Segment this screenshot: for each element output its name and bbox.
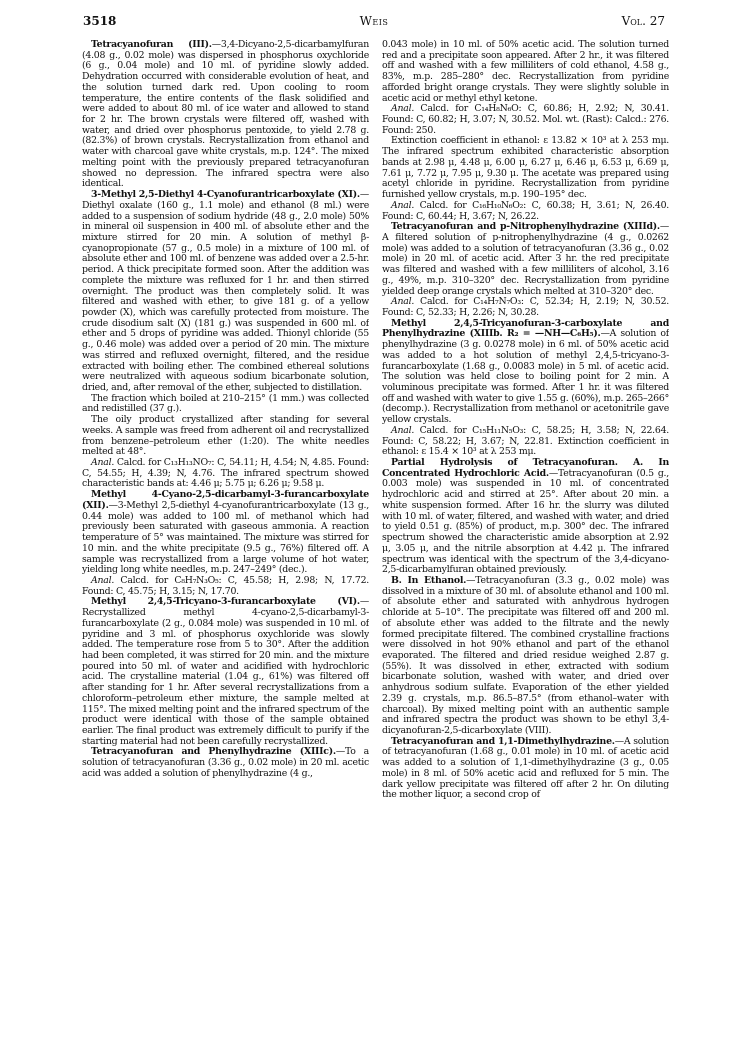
paragraph-heading: Partial Hydrolysis of Tetracyanofuran. A. In Concentrated Hydrochloric Acid. xyxy=(382,457,669,479)
paragraph xyxy=(82,747,369,779)
paragraph-heading: Anal. xyxy=(391,199,415,211)
page-header xyxy=(83,14,665,32)
paragraph-text: The fraction which boiled at 210–215° (1 mm.) was collected and redistilled (37 g.). xyxy=(82,392,369,415)
paragraph xyxy=(382,576,669,737)
paragraph-heading: Anal. xyxy=(391,103,415,115)
paragraph-text: —To a solution of tetracyanofuran (3.36 g., 0.02 mole) in 20 ml. acetic acid was added a solution of phenylhydrazine (4 g., xyxy=(82,746,369,779)
paragraph-heading: Tetracyanofuran (III). xyxy=(91,40,212,50)
left-column xyxy=(82,40,369,1045)
paragraph-text: Calcd. for C₁₃H₁₃NO₇: C, 54.11; H, 4.54; N, 4.85. Found: C, 54.55; H, 4.39; N, 4.76. The infrared spectrum showed characteristic bands at: 4.46 μ; 5.75 μ; 6.26 μ; 9.58 μ. xyxy=(82,457,369,490)
right-column xyxy=(382,40,669,1045)
paragraph xyxy=(82,394,369,415)
paragraph xyxy=(382,201,669,222)
paragraph-heading: Anal. xyxy=(91,574,115,586)
paragraph-text: —3-Methyl 2,5-diethyl 4-cyanofurantricarboxylate (13 g., 0.44 mole) was added to 100 ml. of methanol which had previously been saturated with gaseous ammonia. A reaction temperature of 5° was maintained. The mixture was stirred for 10 min. and the white precipitate (9.5 g., 76%) filtered off. A sample was recrystallized from a large volume of hot water, yielding long white needles, m.p. 247–249° (dec.). xyxy=(82,499,369,576)
paragraph-text: —3,4-Dicyano-2,5-dicarbamylfuran (4.08 g., 0.02 mole) was dispersed in phosphorus oxychloride (6 g., 0.04 mole) and 10 ml. of pyridine slowly added. Dehydration occurred with considerable evolution of heat, and the solution turned dark red. Upon cooling to room temperature, the entire contents of the flask solidified and were added to about 80 ml. of ice water and allowed to stand for 2 hr. The brown crystals were filtered off, washed with water, and dried over phosphorus pentoxide, to yield 2.78 g. (82.3%) of brown crystals. Recrystallization from ethanol and water with charcoal gave white crystals, m.p. 124°. The mixed melting point with the previously prepared tetracyanofuran showed no depression. The infrared spectra were also identical. xyxy=(82,40,369,190)
paragraph xyxy=(382,136,669,200)
paragraph-heading: Methyl 2,4,5-Tricyano-3-furancarboxylate (VI). xyxy=(91,596,360,608)
paragraph-heading: Tetracyanofuran and 1,1-Dimethylhydrazine. xyxy=(391,735,615,747)
paragraph xyxy=(382,319,669,426)
paragraph-text: The oily product crystallized after standing for several weeks. A sample was freed from adherent oil and recrystallized from benzene–petroleum ether (1:20). The white needles melted at 48°. xyxy=(82,414,369,458)
paragraph-text: 0.043 mole) in 10 ml. of 50% acetic acid. The solution turned red and a precipitate soon appeared. After 2 hr., it was filtered off and washed with a few milliliters of cold ethanol, 4.58 g., 83%, m.p. 285–280° dec. Recrystallization from pyridine afforded bright orange crystals. They were slightly soluble in acetic acid or methyl ethyl ketone. xyxy=(382,40,669,104)
paragraph-text: Calcd. for C₁₆H₁₀N₆O₂: C, 60.38; H, 3.61; N, 26.40. Found: C, 60.44; H, 3.67; N, 26.22. xyxy=(382,199,669,222)
paragraph-text: —A solution of tetracyanofuran (1.68 g., 0.01 mole) in 10 ml. of acetic acid was added to a solution of 1,1-dimethylhydrazine (3 g., 0.05 mole) in 8 ml. of 50% acetic acid and refluxed for 5 min. The dark yellow precipitate was filtered off after 2 hr. On diluting the mother liquor, a second crop of xyxy=(382,735,669,801)
paragraph-heading: Methyl 4-Cyano-2,5-dicarbamyl-3-furancarboxylate (XII). xyxy=(82,489,369,511)
volume-label: Vol. 27 xyxy=(621,14,665,28)
paragraph-text: Calcd. for C₁₅H₁₁N₅O₃: C, 58.25; H, 3.58; N, 22.64. Found: C, 58.22; H, 3.67; N, 22.81. Extinction coefficient in ethanol: ε 15.4 × 10³ at λ 253 mμ. xyxy=(382,424,669,458)
paragraph-text: —A filtered solution of p-nitrophenylhydrazine (4 g., 0.0262 mole) was added to a solution of tetracyanofuran (3.36 g., 0.02 mole) in 20 ml. of acetic acid. After 3 hr. the red precipitate was filtered and washed with a few milliliters of alcohol, 3.16 g., 49%, m.p. 310–320° dec. Recrystallization from pyridine yielded deep orange crystals which melted at 310–320° dec. xyxy=(382,221,669,297)
paragraph xyxy=(382,426,669,458)
paragraph xyxy=(382,458,669,576)
paragraph-text: —Tetracyanofuran (3.3 g., 0.02 mole) was dissolved in a mixture of 30 ml. of absolute ethanol and 100 ml. of absolute ether and saturated with anhydrous hydrogen chloride at 5–10°. The precipitate was filtered off and 200 ml. of absolute ether was added to the filtrate and the newly formed precipitate filtered. The combined crystalline fractions were dissolved in hot 90% ethanol and part of the ethanol evaporated. The filtered and dried residue weighed 2.87 g. (55%). It was dissolved in ether, extracted with sodium bicarbonate solution, washed with water, and dried over anhydrous sodium sulfate. Evaporation of the ether yielded 2.39 g. crystals, m.p. 86.5–87.5° (from ethanol–water with charcoal). By mixed melting point with an authentic sample and infrared spectra the product was shown to be ethyl 3,4-dicyanofuran-2,5-dicarboxylate (VIII). xyxy=(382,574,669,736)
paragraph-heading: Tetracyanofuran and Phenylhydrazine (XIIIc). xyxy=(91,746,336,758)
paragraph-heading: Tetracyanofuran and p-Nitrophenylhydrazine (XIIId). xyxy=(391,221,660,233)
paragraph xyxy=(382,40,669,104)
paragraph-text: —Tetracyanofuran (0.5 g., 0.003 mole) was suspended in 10 ml. of concentrated hydrochloric acid and stirred at 25°. After about 20 min. a white suspension formed. After 16 hr. the slurry was diluted with 10 ml. of water, filtered, and washed with water, and dried to yield 0.51 g. (85%) of product, m.p. 300° dec. The infrared spectrum showed the characteristic amide absorption at 2.92 μ, 3.05 μ, and the nitrile absorption at 4.42 μ. The infrared spectrum was identical with the spectrum of the 3,4-dicyano-2,5-dicarbamylfuran obtained previously. xyxy=(382,467,669,576)
paragraph-heading: Anal. xyxy=(391,424,415,436)
paragraph-heading: Anal. xyxy=(391,296,415,308)
paragraph-text: Calcd. for C₁₄H₈N₆O: C, 60.86; H, 2.92; N, 30.41. Found: C, 60.82; H, 3.07; N, 30.52. Mol. wt. (Rast): Calcd.: 276. Found: 250. xyxy=(382,103,669,136)
paragraph xyxy=(382,737,669,801)
paragraph-text: —Recrystallized methyl 4-cyano-2,5-dicarbamyl-3-furancarboxylate (2 g., 0.084 mole) was suspended in 10 ml. of pyridine and 3 ml. of phosphorus oxychloride was slowly added. The temperature rose from 5 to 30°. After the addition had been completed, it was stirred for 20 min. and the mixture poured into 50 ml. of water and acidified with hydrochloric acid. The crystalline material (1.04 g., 61%) was filtered off after standing for 1 hr. After several recrystallizations from a chloroform–petroleum ether mixture, the sample melted at 115°. The mixed melting point and the infrared spectrum of the product were identical with those of the sample obtained earlier. The final product was extremely difficult to purify if the starting material had not been carefully recrystallized. xyxy=(82,596,369,747)
paragraph xyxy=(82,40,369,190)
paragraph xyxy=(382,222,669,297)
paragraph-text: —Diethyl oxalate (160 g., 1.1 mole) and ethanol (8 ml.) were added to a suspension of sodium hydride (48 g., 2.0 mole) 50% in mineral oil suspension in 400 ml. of absolute ether and the mixture stirred for 20 min. A solution of methyl β-cyanopropionate (57 g., 0.5 mole) in a mixture of 100 ml. of absolute ether and 100 ml. of benzene was added over a 2.5-hr. period. A thick precipitate formed soon. After the addition was complete the mixture was refluxed for 1 hr. and then stirred overnight. The product was then completely solid. It was filtered and washed with ether, to give 181 g. of a yellow powder (X), which was carefully protected from moisture. The crude disodium salt (X) (181 g.) was suspended in 600 ml. of ether and 5 drops of pyridine was added. Thionyl chloride (55 g., 0.46 mole) was added over a period of 20 min. The mixture was stirred and refluxed overnight, filtered, and the residue extracted with boiling ether. The combined ethereal solutions were neutralized with aqueous sodium bicarbonate solution, dried, and, after removal of the ether, subjected to distillation. xyxy=(82,189,369,393)
paragraph xyxy=(82,576,369,597)
paragraph xyxy=(382,104,669,136)
paragraph-heading: 3-Methyl 2,5-Diethyl 4-Cyanofurantricarboxylate (XI). xyxy=(91,189,360,201)
paragraph-text: Calcd. for C₈H₇N₃O₅: C, 45.58; H, 2.98; N, 17.72. Found: C, 45.75; H, 3.15; N, 17.70. xyxy=(82,574,369,597)
page-number: 3518 xyxy=(83,14,117,28)
paragraph xyxy=(382,297,669,318)
paragraph-heading: B. In Ethanol. xyxy=(391,574,467,586)
paragraph xyxy=(82,458,369,490)
paragraph-text: Calcd. for C₁₄H₇N₇O₃: C, 52.34; H, 2.19; N, 30.52. Found: C, 52.33; H, 2.26; N, 30.28. xyxy=(382,296,669,318)
running-head: Weis xyxy=(359,14,389,28)
paragraph-text: —A solution of phenylhydrazine (3 g. 0.0278 mole) in 6 ml. of 50% acetic acid was added to a hot solution of methyl 2,4,5-tricyano-3-furancarboxylate (1.68 g., 0.0083 mole) in 5 ml. of acetic acid. The solution was held close to boiling point for 2 min. A voluminous precipitate was formed. After 1 hr. it was filtered off and washed with water to give 1.55 g. (60%), m.p. 265–266° (decomp.). Recrystallization from methanol or acetonitrile gave yellow crystals. xyxy=(382,328,669,426)
paragraph xyxy=(82,490,369,576)
paragraph-heading: Methyl 2,4,5-Tricyanofuran-3-carboxylate and Phenylhydrazine (XIIIb. R₂ = —NH—C₆H₅). xyxy=(382,317,669,340)
paragraph-text: Extinction coefficient in ethanol: ε 13.82 × 10³ at λ 253 mμ. The infrared spectrum exhibited characteristic absorption bands at 2.98 μ, 4.48 μ, 6.00 μ, 6.27 μ, 6.46 μ, 6.53 μ, 6.69 μ, 7.61 μ, 7.72 μ, 7.95 μ, 9.30 μ. The acetate was prepared using acetyl chloride in pyridine. Recrystallization from pyridine furnished yellow crystals, m.p. 190–195° dec. xyxy=(382,135,669,201)
paragraph xyxy=(82,597,369,747)
paragraph xyxy=(82,190,369,394)
paragraph xyxy=(82,415,369,458)
paragraph-heading: Anal. xyxy=(91,457,115,469)
